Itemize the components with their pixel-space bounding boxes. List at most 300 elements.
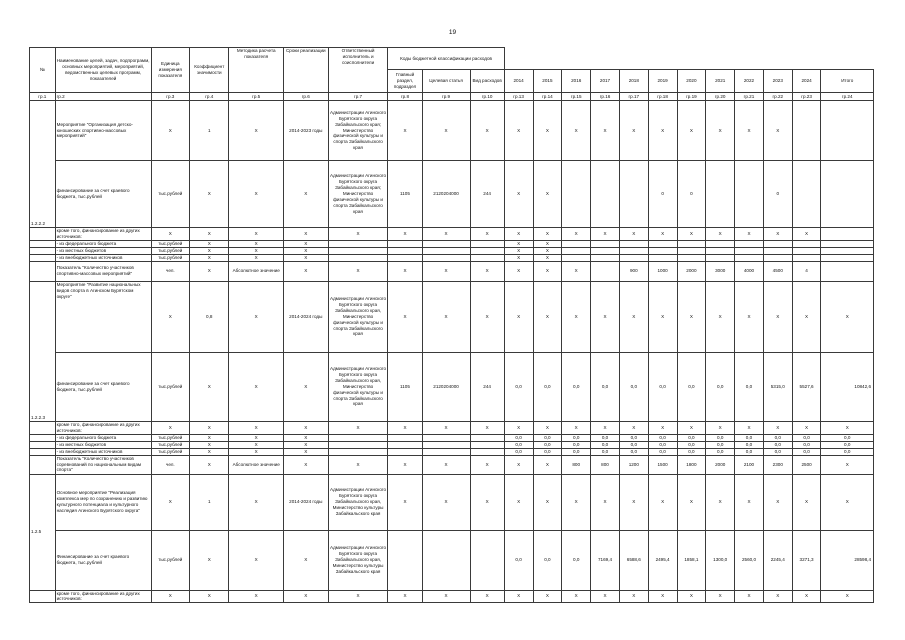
cell: Х: [533, 228, 562, 241]
cell: [763, 247, 792, 254]
header-terms: Сроки реализации: [283, 48, 328, 93]
cell: Х: [190, 240, 229, 247]
colnum: гр.14: [533, 93, 562, 101]
cell: Х: [821, 590, 874, 603]
value: Х: [821, 455, 874, 474]
cell: Х: [821, 281, 874, 352]
cell: [30, 590, 56, 603]
cell: [30, 254, 56, 261]
value: 1000: [648, 261, 677, 281]
cell: Х: [229, 161, 283, 228]
cell: Х: [591, 281, 620, 352]
header-year: 2015: [533, 70, 562, 93]
header-year: 2017: [591, 70, 620, 93]
cell: [792, 247, 821, 254]
cell: [648, 247, 677, 254]
cell: Х: [229, 101, 283, 161]
cell: Х: [190, 228, 229, 241]
cell: [735, 247, 764, 254]
cell: [30, 421, 56, 434]
cell: Х: [792, 421, 821, 434]
cell: Х: [388, 261, 422, 281]
header-year: 2016: [562, 70, 591, 93]
cell: [470, 441, 504, 448]
value: 3271,3: [792, 530, 821, 590]
cell: Х: [229, 352, 283, 421]
responsible: Администрации Агинского Бурятского округа Забайкальского края, Министерство культуры Забайкальского края: [328, 474, 388, 530]
program-table: [29, 47, 874, 603]
cell: Х: [229, 421, 283, 434]
cell: Х: [283, 590, 328, 603]
cell: Х: [190, 421, 229, 434]
colnum: гр.19: [677, 93, 706, 101]
header-num: №: [30, 48, 56, 93]
cell: [591, 240, 620, 247]
cell: Х: [388, 421, 422, 434]
colnum: гр.10: [470, 93, 504, 101]
colnum: гр.20: [706, 93, 735, 101]
value: [735, 161, 764, 228]
cell: [30, 441, 56, 448]
cell: Х: [229, 254, 283, 261]
other-sources-label: кроме того, финансирование из других источников:: [55, 421, 151, 434]
financing-label: финансирование за счет краевого бюджета, тыс.рублей: [55, 161, 151, 228]
cell: Х: [706, 421, 735, 434]
method: Абсолютное значение: [229, 455, 283, 474]
cell: Х: [422, 281, 470, 352]
cell: Х: [422, 474, 470, 530]
indicator-label: Показатель "Количество участников спортивно-массовых мероприятий": [55, 261, 151, 281]
cell: [328, 434, 388, 441]
cs-code: 2120204000: [422, 352, 470, 421]
colnum: гр.21: [735, 93, 764, 101]
header-year: 2019: [648, 70, 677, 93]
cell: [619, 247, 648, 254]
cell: [591, 254, 620, 261]
cell: [422, 434, 470, 441]
unit: тыс.рублей: [151, 247, 189, 254]
cell: Х: [388, 228, 422, 241]
cell: Х: [283, 448, 328, 455]
value: 0,0: [821, 441, 874, 448]
table-row: [30, 228, 874, 241]
cell: Х: [328, 421, 388, 434]
cell: Х: [190, 590, 229, 603]
cell: [706, 254, 735, 261]
header-unit: Единица измерения показателя: [151, 48, 189, 93]
cell: [470, 448, 504, 455]
cell: [648, 254, 677, 261]
federal-label: - из федерального бюджета: [55, 240, 151, 247]
cell: Х: [283, 247, 328, 254]
cell: [619, 240, 648, 247]
cell: Х: [422, 590, 470, 603]
cell: Х: [792, 281, 821, 352]
value: [591, 261, 620, 281]
value: 0,0: [677, 434, 706, 441]
cell: Х: [591, 474, 620, 530]
cell: Х: [229, 240, 283, 247]
cell: [30, 261, 56, 281]
cell: [677, 247, 706, 254]
responsible: Администрации Агинского Бурятского округа Забайкальского края, Министерство физической культуры и спорта Забайкальского края: [328, 352, 388, 421]
cell: [470, 247, 504, 254]
cell: Х: [388, 590, 422, 603]
cell: Х: [648, 421, 677, 434]
value: 0,0: [792, 448, 821, 455]
cell: [388, 247, 422, 254]
value: 0,0: [504, 434, 533, 441]
cell: Х: [190, 441, 229, 448]
cell: Х: [229, 228, 283, 241]
value: 900: [619, 261, 648, 281]
cell: Х: [470, 421, 504, 434]
value: 0,0: [533, 530, 562, 590]
cell: Х: [763, 474, 792, 530]
colnum: гр.17: [619, 93, 648, 101]
cell: Х: [283, 254, 328, 261]
cell: Х: [470, 455, 504, 474]
header-vr: Вид расходов: [470, 70, 504, 93]
value: 0,0: [706, 448, 735, 455]
value: 5315,0: [763, 352, 792, 421]
cell: Х: [151, 281, 189, 352]
cell: [30, 240, 56, 247]
cell: Х: [229, 281, 283, 352]
colnum: гр.22: [763, 93, 792, 101]
page-number: 19: [448, 29, 457, 36]
cell: Х: [504, 590, 533, 603]
cell: Х: [792, 590, 821, 603]
cell: [470, 434, 504, 441]
cell: Х: [504, 240, 533, 247]
cell: Х: [422, 421, 470, 434]
cell: Х: [283, 240, 328, 247]
value: 0,0: [562, 448, 591, 455]
cell: Х: [283, 261, 328, 281]
table-row: [30, 281, 874, 352]
cell: Х: [422, 228, 470, 241]
value: 2495,4: [648, 530, 677, 590]
value-total: 10842,6: [821, 352, 874, 421]
value: 0,0: [533, 352, 562, 421]
header-method: Методика расчета показателя: [229, 48, 283, 93]
cell: [422, 254, 470, 261]
value: Х: [504, 455, 533, 474]
value: [619, 161, 648, 228]
value: 2000: [677, 261, 706, 281]
cell: Х: [735, 101, 764, 161]
cell: Х: [190, 247, 229, 254]
header-year: 2022: [735, 70, 764, 93]
colnum-row: [30, 93, 874, 101]
table-row: [30, 441, 874, 448]
header-year: 2024: [792, 70, 821, 93]
cell: [422, 240, 470, 247]
unit: тыс.рублей: [151, 254, 189, 261]
cell: Х: [422, 261, 470, 281]
cell: [706, 240, 735, 247]
value: 0,0: [533, 448, 562, 455]
value: 0,0: [648, 441, 677, 448]
value: 4000: [735, 261, 764, 281]
cell: Х: [619, 421, 648, 434]
cell: Х: [677, 101, 706, 161]
value: 2100: [735, 455, 764, 474]
cell: [388, 434, 422, 441]
cell: [388, 441, 422, 448]
value: Х: [504, 261, 533, 281]
value: 0,0: [763, 434, 792, 441]
cell: Х: [763, 281, 792, 352]
cell: Х: [648, 228, 677, 241]
value: 4: [792, 261, 821, 281]
colnum: гр.7: [328, 93, 388, 101]
cell: Х: [735, 228, 764, 241]
cell: Х: [190, 161, 229, 228]
unit: чел.: [151, 455, 189, 474]
event-name: Мероприятие "Организация детско-юношеских спортивно-массовых мероприятий": [55, 101, 151, 161]
value: 2300: [763, 455, 792, 474]
financing-label: финансирование за счет краевого бюджета, тыс.рублей: [55, 352, 151, 421]
cell: [30, 448, 56, 455]
method: Абсолютное значение: [229, 261, 283, 281]
cell: [792, 101, 821, 161]
value: 0,0: [648, 448, 677, 455]
cell: Х: [763, 421, 792, 434]
colnum: гр.5: [229, 93, 283, 101]
header-razdel: Главный раздел, подраздел: [388, 70, 422, 93]
cell: Х: [504, 101, 533, 161]
cell: 2014-2024 годы: [283, 281, 328, 352]
cell: Х: [533, 240, 562, 247]
value: 2000: [706, 455, 735, 474]
value: 0,0: [735, 434, 764, 441]
unit: тыс.рублей: [151, 161, 189, 228]
cell: [821, 228, 874, 241]
responsible: Администрации Агинского Бурятского округа Забайкальского края; Министерство физической культуры и спорта Забайкальского края: [328, 101, 388, 161]
cell: [388, 240, 422, 247]
table-row: [30, 474, 874, 530]
value: [591, 161, 620, 228]
value: 4500: [763, 261, 792, 281]
cell: Х: [470, 101, 504, 161]
header-row-1: [30, 48, 874, 70]
colnum: гр.3: [151, 93, 189, 101]
value: 0,0: [648, 434, 677, 441]
value: 0,0: [735, 448, 764, 455]
federal-label: - из федерального бюджета: [55, 434, 151, 441]
colnum: гр.16: [591, 93, 620, 101]
responsible: Администрации Агинского Бурятского округа Забайкальского края; Министерство физической культуры и спорта Забайкальского края: [328, 161, 388, 228]
cell: Х: [229, 474, 283, 530]
cell: [30, 228, 56, 241]
row-number: 1.2.5: [30, 474, 56, 590]
value: 0,0: [533, 441, 562, 448]
table-row: [30, 101, 874, 161]
cell: Х: [283, 441, 328, 448]
value: Х: [533, 455, 562, 474]
value: 0,0: [504, 530, 533, 590]
colnum: гр.13: [504, 93, 533, 101]
table-row: [30, 240, 874, 247]
value: 0,0: [677, 352, 706, 421]
cell: [619, 254, 648, 261]
value-total: 28598,4: [821, 530, 874, 590]
cell: Х: [562, 101, 591, 161]
cell: Х: [792, 228, 821, 241]
cell: 0,8: [190, 281, 229, 352]
cell: [562, 240, 591, 247]
value: 0,0: [821, 434, 874, 441]
value: 0,0: [677, 441, 706, 448]
cell: Х: [677, 421, 706, 434]
cell: Х: [229, 247, 283, 254]
cell: [763, 254, 792, 261]
razdel-code: 1105: [388, 352, 422, 421]
cell: [422, 448, 470, 455]
cell: Х: [562, 228, 591, 241]
cell: [735, 254, 764, 261]
cell: Х: [619, 101, 648, 161]
cell: Х: [470, 590, 504, 603]
cell: Х: [562, 474, 591, 530]
cell: [706, 247, 735, 254]
cell: Х: [388, 474, 422, 530]
table-row: [30, 161, 874, 228]
value: 1800: [677, 455, 706, 474]
cell: Х: [504, 228, 533, 241]
value: 1300,0: [706, 530, 735, 590]
cell: [821, 101, 874, 161]
cell: Х: [283, 421, 328, 434]
cell: [328, 254, 388, 261]
value: 0,0: [619, 352, 648, 421]
cell: Х: [151, 228, 189, 241]
cell: [648, 240, 677, 247]
cell: Х: [533, 101, 562, 161]
value: 0,0: [619, 434, 648, 441]
cell: Х: [677, 474, 706, 530]
cell: Х: [470, 474, 504, 530]
table-row: [30, 352, 874, 421]
cell: Х: [190, 352, 229, 421]
cell: Х: [388, 281, 422, 352]
cell: Х: [648, 281, 677, 352]
cell: [422, 247, 470, 254]
cell: Х: [470, 281, 504, 352]
value: 0,0: [504, 352, 533, 421]
cell: Х: [763, 101, 792, 161]
value: 800: [591, 455, 620, 474]
cell: Х: [763, 590, 792, 603]
cell: Х: [328, 590, 388, 603]
cell: [388, 530, 422, 590]
cell: [821, 254, 874, 261]
cell: [422, 530, 470, 590]
cell: Х: [229, 530, 283, 590]
value: 1500: [648, 455, 677, 474]
value: 0,0: [706, 434, 735, 441]
value: 0,0: [706, 441, 735, 448]
table-row: [30, 434, 874, 441]
cell: Х: [151, 101, 189, 161]
unit: тыс.рублей: [151, 434, 189, 441]
unit: тыс.рублей: [151, 240, 189, 247]
cell: Х: [619, 228, 648, 241]
cell: [388, 254, 422, 261]
cell: Х: [190, 254, 229, 261]
cell: [328, 441, 388, 448]
cell: Х: [328, 228, 388, 241]
header-year: 2014: [504, 70, 533, 93]
cell: Х: [591, 228, 620, 241]
value: 0,0: [619, 448, 648, 455]
cell: Х: [591, 101, 620, 161]
colnum: гр.23: [792, 93, 821, 101]
table-row: [30, 455, 874, 474]
cell: Х: [190, 448, 229, 455]
other-sources-label: кроме того, финансирование из других источников:: [55, 228, 151, 241]
cell: Х: [677, 228, 706, 241]
value: 1200: [619, 455, 648, 474]
extra-label: - из внебюджетных источников: [55, 448, 151, 455]
value: 0,0: [562, 352, 591, 421]
value: 0,0: [648, 352, 677, 421]
cell: Х: [190, 434, 229, 441]
cell: Х: [619, 281, 648, 352]
cell: Х: [735, 281, 764, 352]
cell: Х: [619, 590, 648, 603]
cell: Х: [562, 590, 591, 603]
table-row: [30, 590, 874, 603]
cell: [422, 441, 470, 448]
header-coef: Коэффициент значимости: [190, 48, 229, 93]
cell: Х: [706, 101, 735, 161]
cell: Х: [229, 441, 283, 448]
cell: Х: [283, 352, 328, 421]
cell: Х: [706, 281, 735, 352]
cell: Х: [591, 590, 620, 603]
value: [792, 161, 821, 228]
value: 0,0: [562, 434, 591, 441]
value: 0,0: [591, 448, 620, 455]
value: [562, 161, 591, 228]
table-row: [30, 247, 874, 254]
table-row: [30, 448, 874, 455]
cell: [821, 247, 874, 254]
value: 0: [763, 161, 792, 228]
value: 3000: [706, 261, 735, 281]
cell: Х: [533, 421, 562, 434]
header-year: 2020: [677, 70, 706, 93]
table-row: [30, 261, 874, 281]
cell: [388, 448, 422, 455]
row-number: 1.2.2.3: [30, 281, 56, 421]
value: 0,0: [562, 441, 591, 448]
cell: [735, 240, 764, 247]
header-year: 2023: [763, 70, 792, 93]
cell: [792, 254, 821, 261]
cell: Х: [151, 474, 189, 530]
cell: Х: [151, 421, 189, 434]
table-row: [30, 421, 874, 434]
event-name: Основное мероприятие "Реализация комплекса мер по сохранению и развитию культурного потенциала и культурного наследия Агинского Бурятского округа": [55, 474, 151, 530]
value: Х: [533, 261, 562, 281]
cell: [470, 530, 504, 590]
cell: Х: [619, 474, 648, 530]
header-name: Наименование целей, задач, подпрограмм, основных мероприятий, мероприятий, ведомственных целевых программ, показателей: [55, 48, 151, 93]
